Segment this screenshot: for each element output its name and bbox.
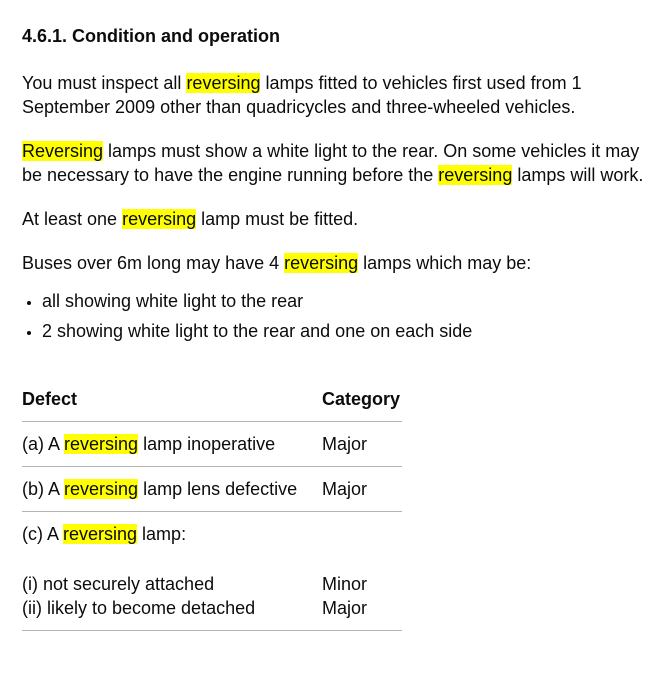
sub-category-cell	[302, 560, 402, 631]
sub-category-item: Major	[322, 598, 368, 618]
paragraph-white-light: Reversing lamps must show a white light to the rear. On some vehicles it may be necessary to have the engine running before the reversing lamps will work.	[22, 141, 644, 185]
section-heading: 4.6.1. Condition and operation	[22, 26, 281, 46]
paragraph-inspect: You must inspect all reversing lamps fitted to vehicles first used from 1 September 2009 other than quadricycles and three-wheeled vehicles.	[22, 73, 582, 117]
search-highlight: reversing	[284, 253, 359, 273]
search-highlight: reversing	[63, 524, 138, 544]
search-highlight: reversing	[186, 73, 261, 93]
defect-table	[22, 387, 402, 631]
table-row	[22, 422, 402, 467]
category-cell	[302, 512, 402, 561]
sub-category-item: Minor	[322, 574, 368, 594]
table-row	[22, 512, 402, 561]
bullet-list	[22, 289, 652, 343]
defect-column-header: Defect	[22, 387, 302, 422]
category-cell: Major	[302, 467, 402, 512]
sub-defect-item: (ii) likely to become detached	[22, 598, 256, 618]
list-item: • 2 showing white light to the rear and one on each side	[42, 319, 652, 343]
paragraph-at-least-one: At least one reversing lamp must be fitted.	[22, 209, 359, 229]
table-row	[22, 467, 402, 512]
search-highlight: reversing	[122, 209, 197, 229]
paragraph-buses: Buses over 6m long may have 4 reversing lamps which may be:	[22, 253, 532, 273]
search-highlight: reversing	[64, 479, 139, 499]
search-highlight: reversing	[64, 434, 139, 454]
defect-cell: (a) A reversing lamp inoperative	[22, 422, 302, 467]
list-item: • all showing white light to the rear	[42, 289, 652, 313]
sub-defect-cell	[22, 560, 302, 631]
category-column-header: Category	[302, 387, 402, 422]
category-cell: Major	[302, 422, 402, 467]
defect-cell: (b) A reversing lamp lens defective	[22, 467, 302, 512]
table-row	[22, 560, 402, 631]
defect-cell: (c) A reversing lamp:	[22, 524, 187, 544]
search-highlight: reversing	[438, 165, 513, 185]
table-header-row	[22, 387, 402, 422]
search-highlight: Reversing	[22, 141, 104, 161]
sub-defect-item: (i) not securely attached	[22, 574, 215, 594]
